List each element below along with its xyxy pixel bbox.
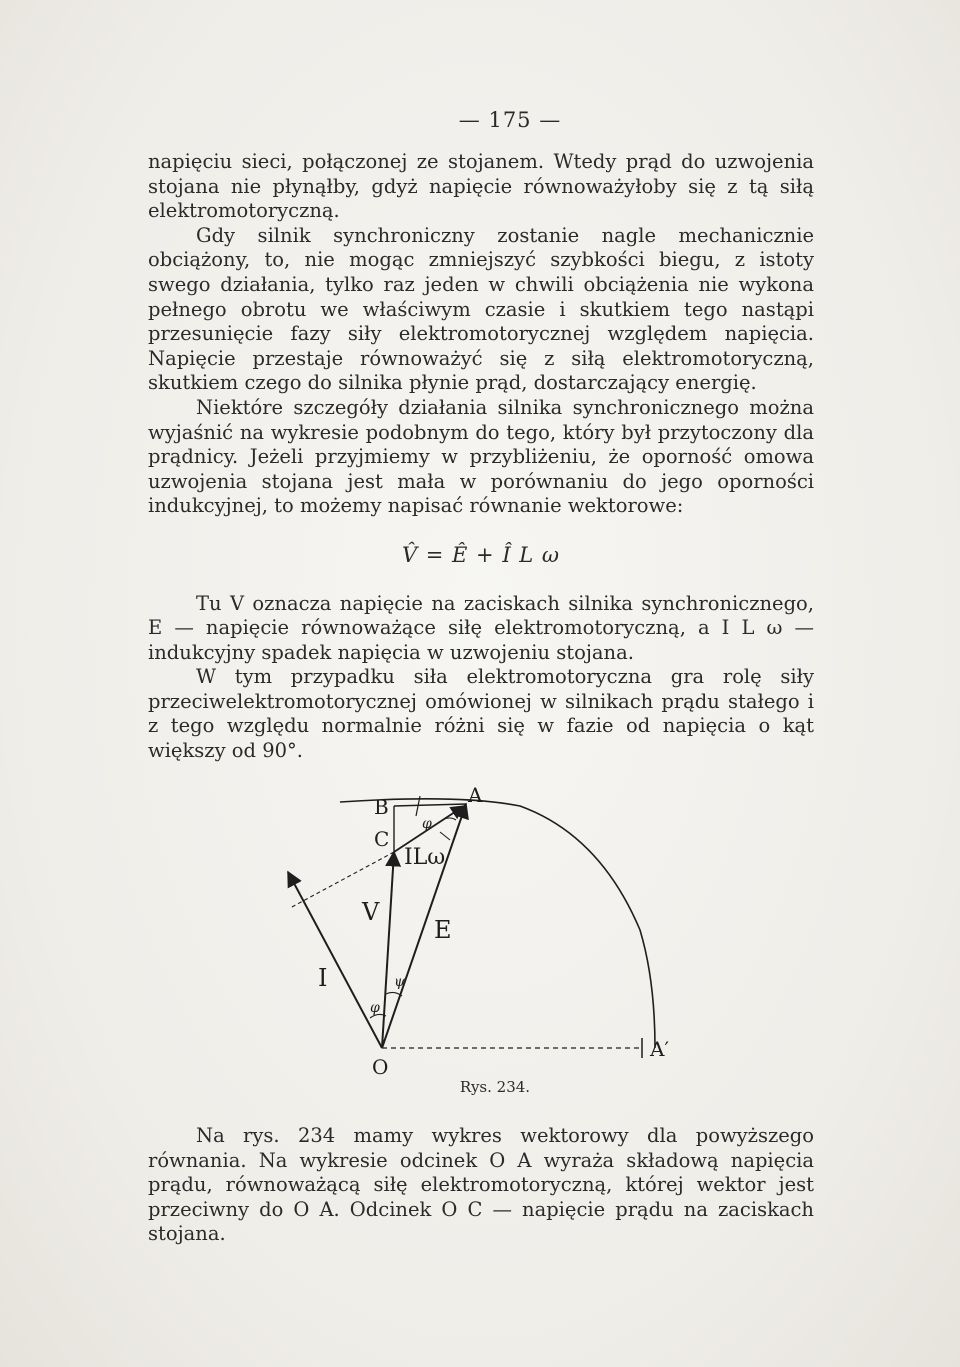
paragraph-4: Tu V oznacza napięcie na zaciskach silnika synchronicznego, E — napięcie równoważące siłę elektromotoryczną, a I L ω — indukcyjny spadek napięcia w uzwojeniu stojana.: [148, 591, 814, 664]
page-number: — 175 —: [458, 108, 562, 132]
main-text: [148, 150, 814, 764]
label-a-prime: A′: [650, 1037, 669, 1061]
label-i: I: [318, 964, 328, 992]
label-a: A: [468, 783, 483, 807]
paragraph-2: Gdy silnik synchroniczny zostanie nagle mechanicznie obciążony, to, nie mogąc zmniejszyć szybkości biegu, z istoty swego działania, tylko raz jeden w chwili obciążenia nie wykona pełnego obrotu we właściwym czasie i skutkiem tego nastąpi przesunięcie fazy siły elektromotorycznej względem napięcia. Napięcie przestaje równoważyć się z siłą elektromotoryczną, skutkiem czego do silnika płynie prąd, dostarczający energię.: [148, 223, 814, 395]
label-phi-top: φ: [422, 816, 432, 832]
label-b: B: [374, 795, 389, 819]
label-ilw: ILω: [404, 845, 446, 870]
label-e: E: [434, 916, 452, 944]
paragraph-1: napięciu sieci, połączonej ze stojanem. Wtedy prąd do uzwojenia stojana nie płynąłby, gdyż napięcie równoważyłoby się z tą siłą elektromotoryczną.: [148, 150, 814, 223]
label-phi: φ: [370, 1000, 380, 1016]
angle-top-tick: [440, 832, 450, 840]
label-o: O: [372, 1055, 389, 1079]
vector-diagram: [270, 780, 700, 1110]
figure-caption: Rys. 234.: [459, 1078, 531, 1096]
label-psi: ψ: [394, 974, 405, 990]
label-c: C: [374, 827, 390, 851]
label-v: V: [362, 898, 380, 926]
segment-ba: [394, 804, 466, 806]
paragraph-5: W tym przypadku siła elektromotoryczna gra rolę siły przeciwelektromotorycznej omówionej w silnikach prądu stałego i z tego względu normalnie różni się w fazie od napięcia o kąt większy od 90°.: [148, 665, 814, 763]
paragraph-6: Na rys. 234 mamy wykres wektorowy dla powyższego równania. Na wykresie odcinek O A wyraża składową napięcia prądu, równoważącą siłę elektromotoryczną, której wektor jest przeciwny do O A. Odcinek O C — napięcie prądu na zaciskach stojana.: [148, 1124, 814, 1246]
vector-equation: V̂ = Ê + Î L ω: [401, 542, 561, 567]
bottom-text: [148, 1124, 814, 1247]
paragraph-3: Niektóre szczegóły działania silnika synchronicznego można wyjaśnić na wykresie podobnym do tego, który był przytoczony dla prądnicy. Jeżeli przyjmiemy w przybliżeniu, że oporność omowa uzwojenia stojana jest mała w porównaniu do jego oporności indukcyjnej, to możemy napisać równanie wektorowe:: [148, 395, 814, 518]
